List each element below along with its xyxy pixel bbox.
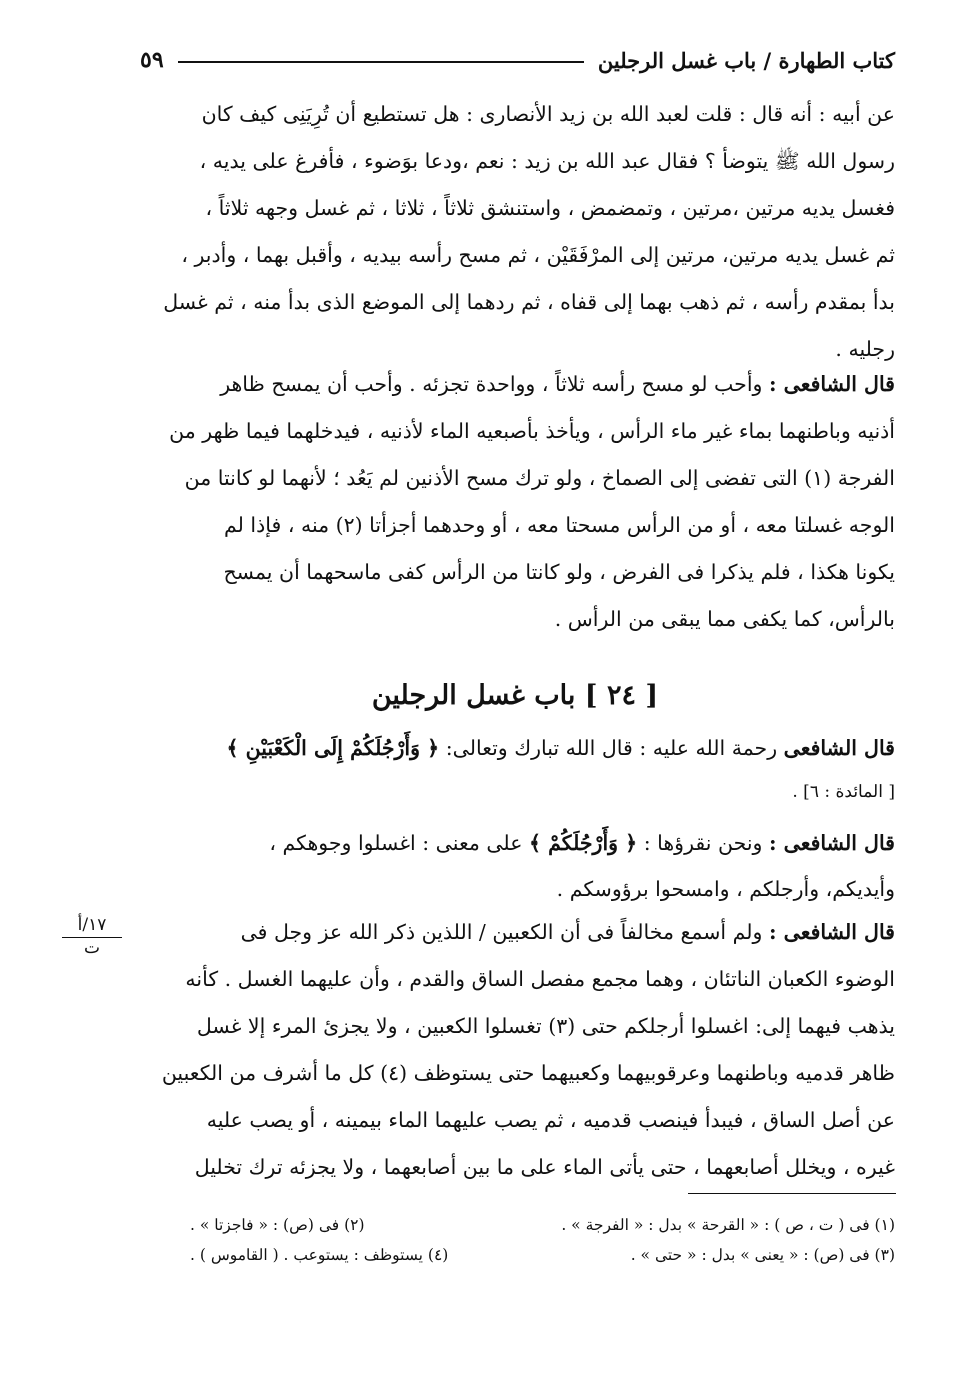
header-rule <box>178 61 584 63</box>
margin-folio-note <box>62 915 122 958</box>
text-line <box>135 909 895 956</box>
text-line <box>135 726 895 770</box>
text-line: عن أصل الساق ، فيبدأ فينصب قدميه ، ثم يصب عليهما الماء بيمينه ، أو يصب عليه <box>206 1108 895 1132</box>
text-line: عن أبيه : أنه قال : قلت لعبد الله بن زيد الأنصارى : هل تستطيع أن تُرِيَنِى كيف كان <box>201 102 895 126</box>
hadith-paragraph <box>135 91 895 373</box>
verse-reference: [ المائدة : ٦] . <box>792 782 895 802</box>
running-title: كتاب الطهارة / باب غسل الرجلين <box>597 47 895 73</box>
manuscript-siglum: ت <box>83 938 100 958</box>
footnote: (٤) يستوظف : يستوعب . ( القاموس ) . <box>190 1246 449 1264</box>
page-header <box>140 40 895 80</box>
footnote: (٣) فى (ص) : « يعنى » بدل : « حتى » . <box>630 1246 895 1264</box>
quran-verse: ﴿ وَأَرْجُلَكُمْ إِلَى الْكَعْبَيْنِ ﴾ <box>226 736 440 760</box>
text-line: أذنيه وباطنهما بماء غير ماء الرأس ، ويأخذ بأصبعيه الماء لأذنيه ، فيدخلهما فيما ظهر من <box>169 419 895 443</box>
text-run: رحمة الله عليه : قال الله تبارك وتعالى: <box>439 736 784 760</box>
footnote: (٢) فى (ص) : « فاجزتا » . <box>190 1216 365 1234</box>
speaker-label: قال الشافعى : <box>768 831 895 855</box>
text-run: وأحب لو مسح رأسه ثلاثاً ، وواحدة تجزئه . وأحب أن يمسح ظاهر <box>220 372 769 396</box>
footnote-row <box>190 1210 895 1240</box>
shafii-comment-paragraph <box>135 361 895 643</box>
text-line: رسول الله ﷺ يتوضأ ؟ فقال عبد الله بن زيد : نعم ،ودعا بوَضوء ، فأفرغ على يديه ، <box>199 149 895 173</box>
footnote-row <box>190 1240 895 1270</box>
reading-paragraph <box>135 820 895 912</box>
text-line: يكونا هكذا ، فلم يذكرا فى الفرض ، ولو كانتا من الرأس كفى ماسحهما أن يمسح <box>223 560 895 584</box>
text-line: ثم غسل يديه مرتين، مرتين إلى المرْفَقَيْن ، ثم مسح رأسه بيديه ، وأقبل بهما ، وأدبر ، <box>181 243 895 267</box>
text-run: ولم أسمع مخالفاً فى أن الكعبين / اللذين ذكر الله عز وجل فى <box>240 920 769 944</box>
text-line: فغسل يديه مرتين ،مرتين ، وتمضمض ، واستنشق ثلاثاً ، ثلاثا ، ثم غسل وجهه ثلاثاً ، <box>205 196 895 220</box>
speaker-label: قال الشافعى <box>783 736 895 760</box>
text-line: بدأ بمقدم رأسه ، ثم ذهب بهما إلى قفاه ، ثم ردهما إلى الموضع الذى بدأ منه ، ثم غسل <box>163 290 895 314</box>
page-number: ٥٩ <box>140 47 164 73</box>
text-line: يذهب فيهما إلى: اغسلوا أرجلكم حتى (٣) تغسلوا الكعبين ، ولا يجزئ المرء إلا غسل <box>196 1014 895 1038</box>
footnotes <box>190 1210 895 1270</box>
footnote: (١) فى ( ت ، ص ) : « القرحة » بدل : « الفرجة » . <box>561 1216 895 1234</box>
speaker-label: قال الشافعى : <box>768 920 895 944</box>
quran-citation-paragraph <box>135 726 895 814</box>
text-line: الوجه غسلتا معه ، أو من الرأس مسحتا معه ، أو وحدهما أجزأتا (٢) منه ، فإذا لم <box>224 513 895 537</box>
text-line: وأيديكم، وأرجلكم ، وامسحوا برؤوسكم . <box>556 877 895 901</box>
text-line <box>135 820 895 866</box>
footnote-separator <box>688 1193 896 1194</box>
text-line <box>135 361 895 408</box>
quran-verse: ﴿ وَأَرْجُلَكُمْ ﴾ <box>528 831 638 855</box>
text-run: ونحن نقرؤها : <box>637 831 769 855</box>
text-line: ظاهر قدميه وباطنهما وعرقوبيهما وكعبيهما حتى يستوظف (٤) كل ما أشرف من الكعبين <box>161 1061 895 1085</box>
text-line: رجليه . <box>835 337 895 361</box>
text-line: الوضوء الكعبان الناتئان ، وهما مجمع مفصل الساق والقدم ، وأن عليهما الغسل . كأنه <box>185 967 895 991</box>
section-heading: [ ٢٤ ] باب غسل الرجلين <box>371 680 659 711</box>
text-line: غيره ، ويخلل أصابعهما ، حتى يأتى الماء على ما بين أصابعهما ، ولا يجزئه ترك تخليل <box>194 1155 895 1179</box>
text-run: على معنى : اغسلوا وجوهكم ، <box>269 831 529 855</box>
folio-number: ١٧/أ <box>62 915 122 938</box>
ankles-paragraph <box>135 909 895 1191</box>
speaker-label: قال الشافعى : <box>768 372 895 396</box>
text-line: بالرأس، كما يكفى مما يبقى من الرأس . <box>554 607 895 631</box>
text-line: الفرجة (١) التى تفضى إلى الصماخ ، ولو ترك مسح الأذنين لم يَعُد ؛ لأنهما لو كانتا من <box>184 466 895 490</box>
